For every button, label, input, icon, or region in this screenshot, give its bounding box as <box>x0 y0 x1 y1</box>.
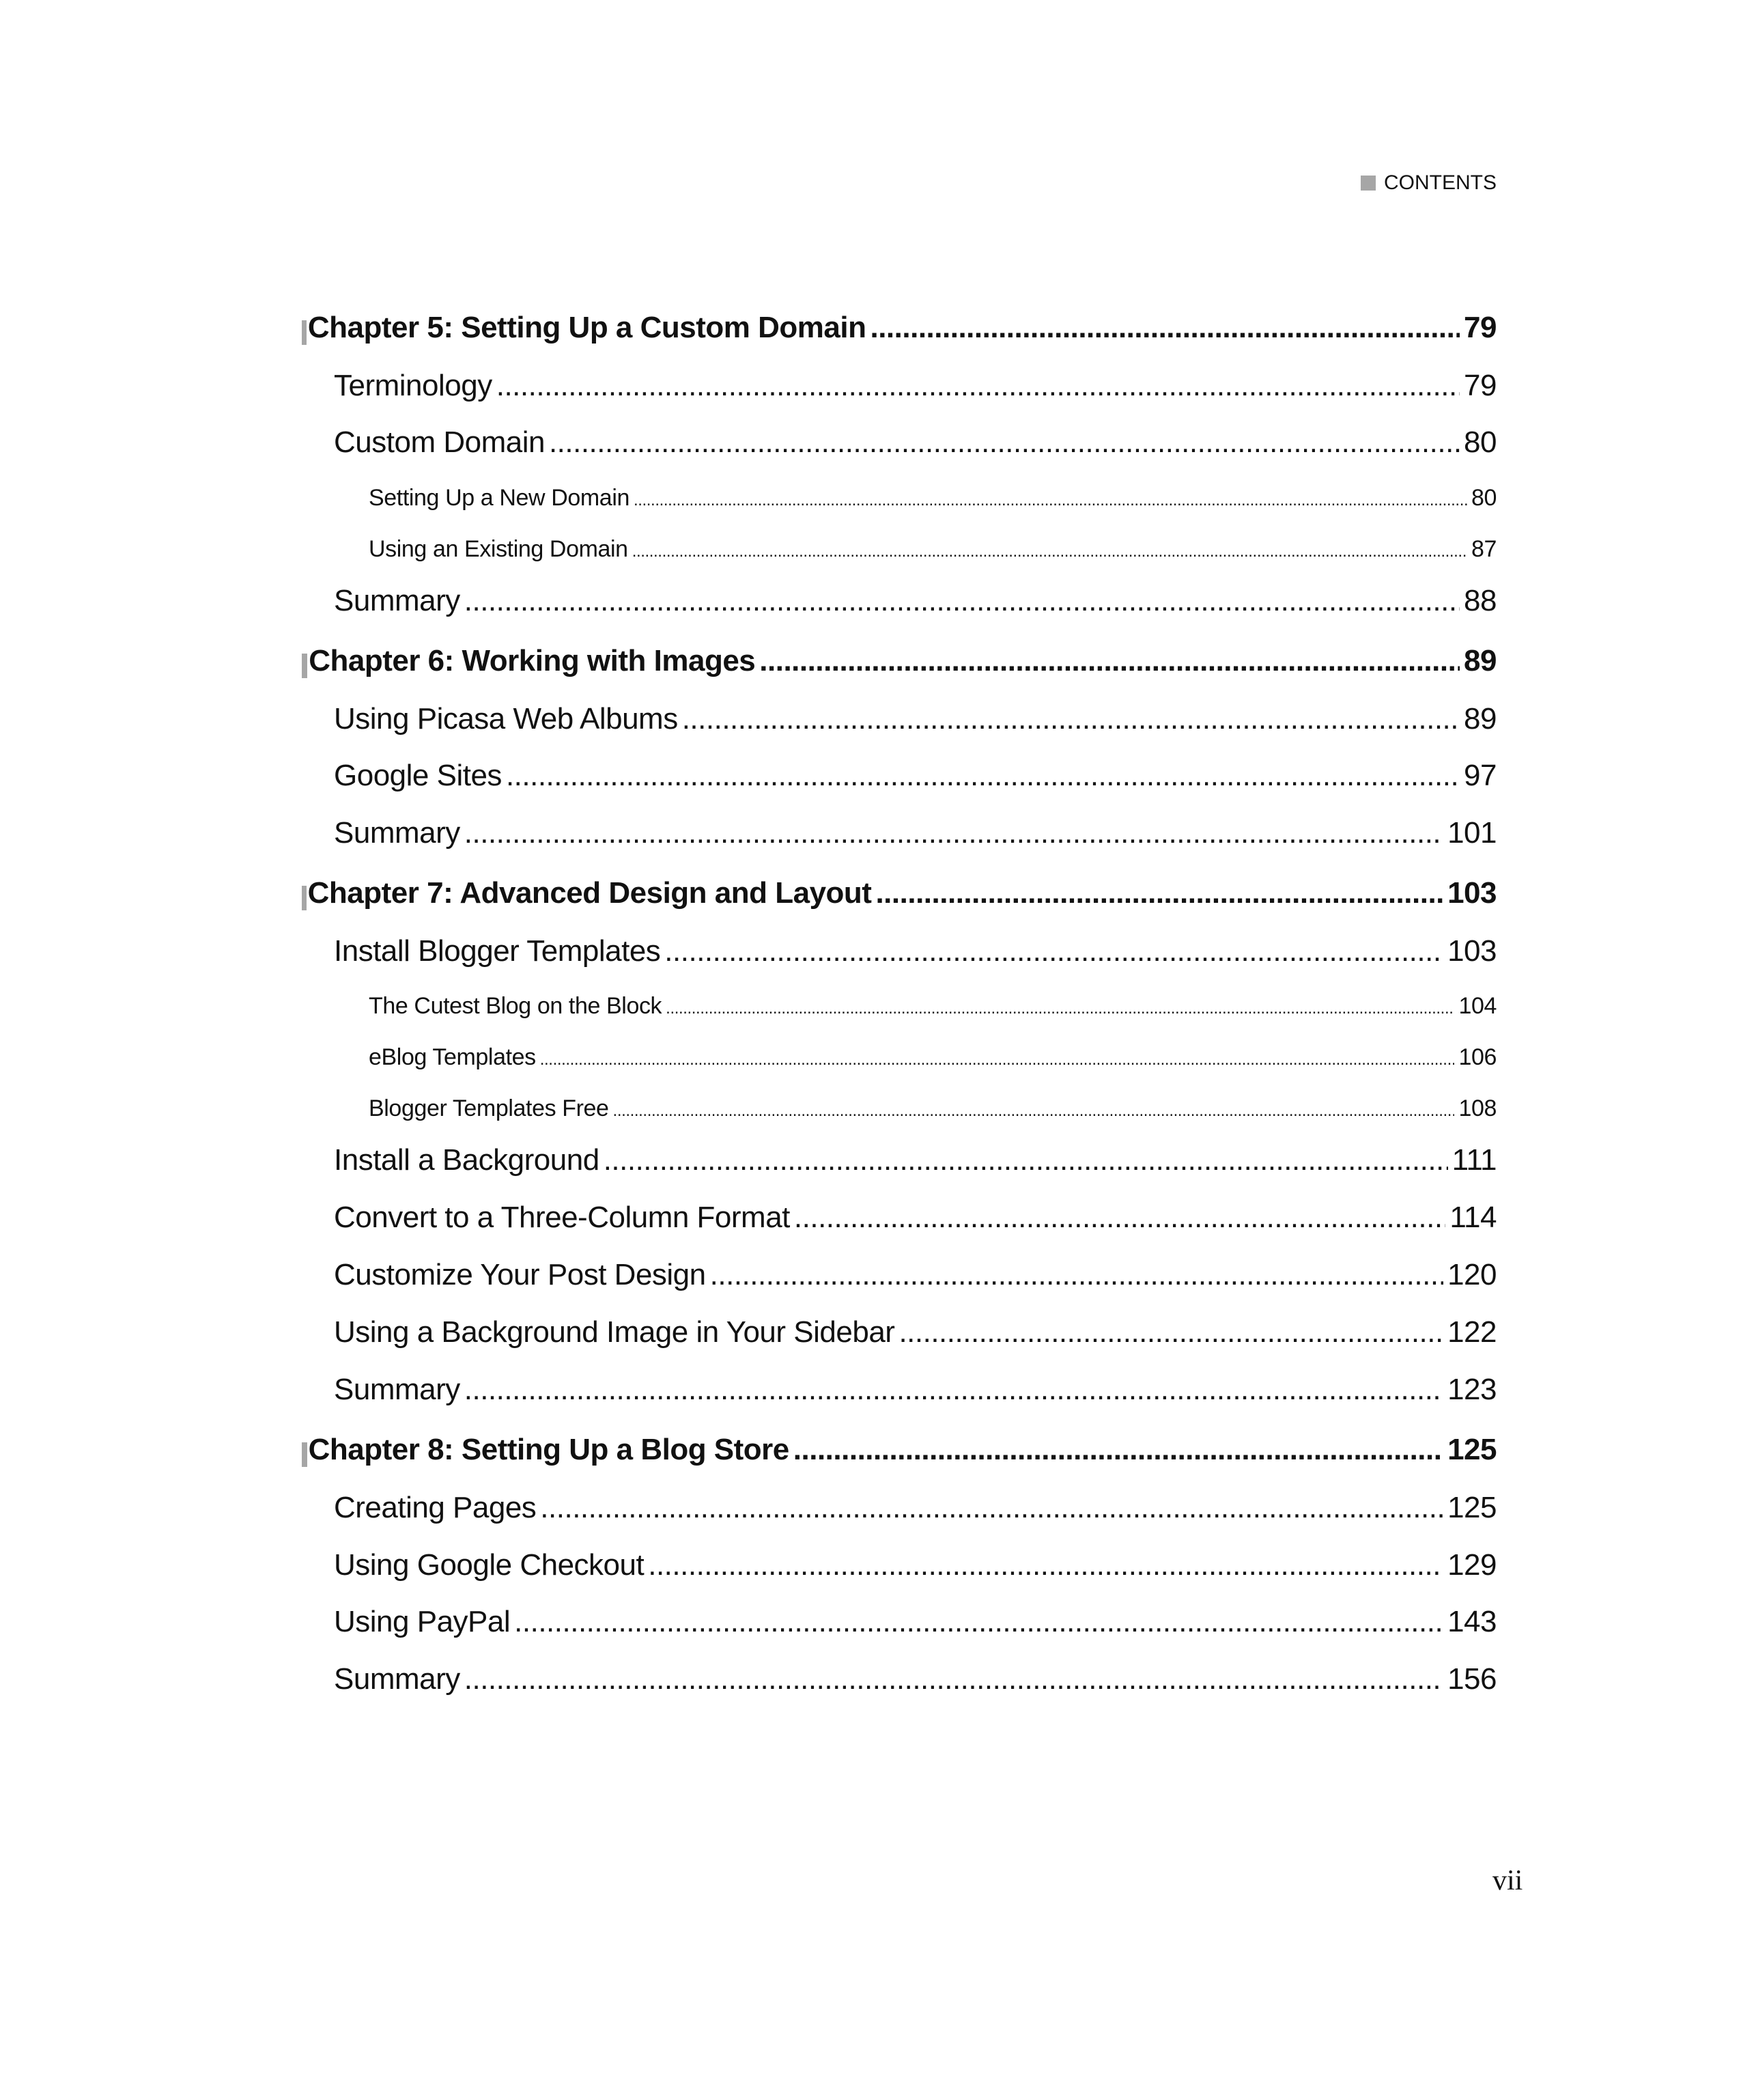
dot-leader <box>464 1373 1443 1407</box>
toc-entry-page: 80 <box>1471 485 1497 511</box>
toc-entry-title: Summary <box>334 1662 460 1696</box>
toc-entry-title: Chapter 6: Working with Images <box>309 644 756 677</box>
toc-entry-title: Chapter 8: Setting Up a Blog Store <box>308 1433 789 1466</box>
running-head <box>1361 169 1497 197</box>
square-bullet-icon <box>302 320 307 345</box>
toc-entry-title: eBlog Templates <box>369 1044 536 1070</box>
toc-entry-page: 156 <box>1447 1662 1497 1696</box>
dot-leader <box>870 311 1460 345</box>
toc-chapter-entry[interactable] <box>302 1433 1497 1476</box>
toc-entry-page: 79 <box>1464 311 1497 344</box>
toc-entry-page: 97 <box>1464 759 1497 792</box>
dot-leader <box>464 584 1460 618</box>
dot-leader <box>664 934 1443 968</box>
toc-entry-title: Using a Background Image in Your Sidebar <box>334 1315 895 1349</box>
toc-section-entry[interactable] <box>334 1548 1497 1589</box>
dot-leader <box>875 876 1443 910</box>
toc-chapter-entry[interactable] <box>302 876 1497 920</box>
dot-leader <box>604 1143 1448 1177</box>
toc-entry-title: Summary <box>334 816 460 850</box>
toc-entry-page: 80 <box>1464 425 1497 459</box>
toc-section-entry[interactable] <box>334 1143 1497 1184</box>
dot-leader <box>759 644 1460 678</box>
toc-entry-title: Creating Pages <box>334 1491 537 1524</box>
running-head-label: CONTENTS <box>1384 171 1497 194</box>
dot-leader <box>648 1548 1443 1582</box>
toc-chapter-entry[interactable] <box>302 311 1497 354</box>
toc-entry-title: Summary <box>334 584 460 617</box>
dot-leader <box>632 542 1467 561</box>
toc-section-entry[interactable] <box>334 1201 1497 1242</box>
toc-entry-page: 104 <box>1458 993 1497 1019</box>
toc-entry-page: 125 <box>1447 1433 1497 1466</box>
toc-section-entry[interactable] <box>334 1662 1497 1703</box>
toc-section-entry[interactable] <box>334 425 1497 466</box>
toc-entry-title: Chapter 5: Setting Up a Custom Domain <box>307 311 866 344</box>
square-bullet-icon <box>302 1442 307 1467</box>
square-bullet-icon <box>1361 176 1376 191</box>
toc-entry-title: Install a Background <box>334 1143 599 1177</box>
toc-entry-title: Summary <box>334 1373 460 1406</box>
toc-section-entry[interactable] <box>334 1491 1497 1532</box>
dot-leader <box>549 425 1460 460</box>
toc-entry-page: 79 <box>1464 369 1497 402</box>
page-number: vii <box>1492 1865 1523 1896</box>
toc-entry-title: Terminology <box>334 369 492 402</box>
toc-subsection-entry[interactable] <box>369 485 1497 516</box>
toc-entry-page: 123 <box>1447 1373 1497 1406</box>
square-bullet-icon <box>302 654 307 678</box>
toc-entry-title: Chapter 7: Advanced Design and Layout <box>307 876 872 910</box>
toc-entry-page: 125 <box>1447 1491 1497 1524</box>
toc-entry-page: 111 <box>1452 1143 1497 1177</box>
toc-subsection-entry[interactable] <box>369 1095 1497 1127</box>
toc-entry-title: Setting Up a New Domain <box>369 485 629 511</box>
toc-entry-title: Convert to a Three-Column Format <box>334 1201 790 1234</box>
dot-leader <box>710 1258 1443 1292</box>
dot-leader <box>898 1315 1443 1349</box>
toc-chapter-entry[interactable] <box>302 644 1497 688</box>
toc-section-entry[interactable] <box>334 369 1497 410</box>
dot-leader <box>613 1102 1455 1121</box>
toc-entry-page: 89 <box>1464 702 1497 736</box>
toc-entry-title: Using PayPal <box>334 1605 511 1638</box>
toc-entry-title: Customize Your Post Design <box>334 1258 706 1291</box>
toc-entry-title: Install Blogger Templates <box>334 934 661 968</box>
square-bullet-icon <box>302 886 307 910</box>
toc-entry-page: 88 <box>1464 584 1497 617</box>
toc-entry-page: 129 <box>1447 1548 1497 1582</box>
toc-section-entry[interactable] <box>334 702 1497 743</box>
toc-entry-page: 103 <box>1447 934 1497 968</box>
toc-entry-title: Google Sites <box>334 759 502 792</box>
toc-entry-page: 114 <box>1449 1201 1497 1234</box>
toc-section-entry[interactable] <box>334 1373 1497 1414</box>
dot-leader <box>682 702 1460 736</box>
dot-leader <box>793 1433 1443 1467</box>
toc-section-entry[interactable] <box>334 1258 1497 1299</box>
toc-entry-page: 120 <box>1447 1258 1497 1291</box>
dot-leader <box>540 1050 1455 1069</box>
toc-entry-title: The Cutest Blog on the Block <box>369 993 662 1019</box>
toc-section-entry[interactable] <box>334 934 1497 975</box>
dot-leader <box>496 369 1460 403</box>
toc-entry-title: Using Google Checkout <box>334 1548 645 1582</box>
dot-leader <box>540 1491 1443 1525</box>
toc-section-entry[interactable] <box>334 759 1497 800</box>
toc-entry-page: 103 <box>1447 876 1497 910</box>
toc-subsection-entry[interactable] <box>369 993 1497 1024</box>
toc-section-entry[interactable] <box>334 1605 1497 1646</box>
dot-leader <box>634 491 1467 510</box>
toc-entry-page: 143 <box>1447 1605 1497 1638</box>
dot-leader <box>666 999 1454 1018</box>
toc-entry-page: 101 <box>1447 816 1497 850</box>
toc-subsection-entry[interactable] <box>369 1044 1497 1076</box>
dot-leader <box>794 1201 1445 1235</box>
dot-leader <box>464 1662 1443 1696</box>
toc-entry-title: Using Picasa Web Albums <box>334 702 678 736</box>
dot-leader <box>464 816 1443 850</box>
toc-entry-page: 122 <box>1447 1315 1497 1349</box>
toc-subsection-entry[interactable] <box>369 536 1497 568</box>
toc-entry-page: 106 <box>1458 1044 1497 1070</box>
toc-entry-page: 87 <box>1471 536 1497 562</box>
toc-section-entry[interactable] <box>334 1315 1497 1356</box>
toc-section-entry[interactable] <box>334 816 1497 857</box>
dot-leader <box>506 759 1460 793</box>
toc-entry-title: Custom Domain <box>334 425 545 459</box>
dot-leader <box>514 1605 1443 1639</box>
toc-entry-title: Blogger Templates Free <box>369 1095 609 1121</box>
toc-entry-title: Using an Existing Domain <box>369 536 628 562</box>
toc-entry-page: 108 <box>1458 1095 1497 1121</box>
toc-entry-page: 89 <box>1464 644 1497 677</box>
toc-section-entry[interactable] <box>334 584 1497 625</box>
